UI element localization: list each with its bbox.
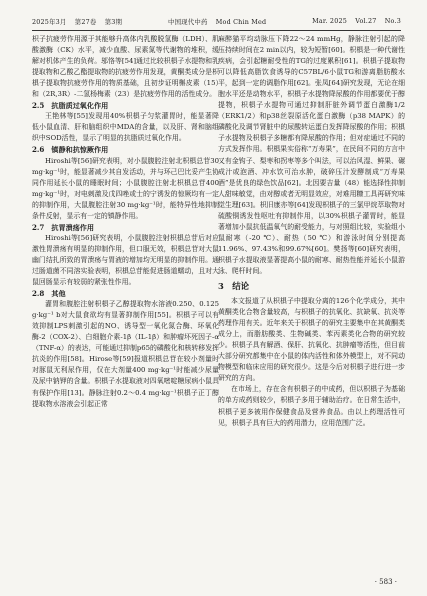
header-volume-en: Vol.27 bbox=[355, 17, 377, 25]
header-rule bbox=[32, 30, 401, 31]
body-paragraph: 王艳林等[55]发现用40%枳椇子匀浆灌胃时，能显著降低小鼠血清、肝和脑组织中MDA的含量，以及肝、肾和脑组织中SOD活性，显示了明显的抗脂质过氧化作用。 bbox=[32, 112, 219, 143]
header-journal-cn: 中国现代中药 bbox=[168, 17, 208, 26]
body-paragraph: 灌胃和腹腔注射枳椇子乙醇提取物水溶液0.250、0.125 g·kg⁻¹ b对大鼠食欲均有显著抑制作用[55]。枳椇子可以有效抑制LPS刺激引起的NO、诱导型一氧化氮合酶、环氧化酶-2（COX-2）、白细胞介素-1β（IL-1β）和肿瘤坏死因子-α（TNF-α）的表达，可能通过抑制p65的磷酸化和核转移发挥抗炎的作用[58]。Hirose等[59]报道枳椇总苷在较小剂量时对豚鼠无利尿作用，仅在大剂量400 mg·kg⁻¹时能减少尿量及尿中钠钾的含量。枳椇子水提取液对四氧嘧啶糖尿病小鼠具有保护作用[13]。静脉注射0.2～0.4 mg·kg⁻¹枳椇子正丁醇提取物水溶液会引起正常 bbox=[32, 300, 219, 408]
section-heading: 2.5 抗脂质过氧化作用 bbox=[32, 101, 109, 111]
section-heading: 2.6 镇静和抗惊厥作用 bbox=[32, 145, 109, 155]
body-paragraph: 枳子抗疲劳作用源于其能够升高体内乳酸脱氢酶（LDH）、肌酸激酶（CK）水平，减少血酸、尿素氮等代谢物的堆积，缓解对机体产生的负荷。邬恪等[54]通过比较枳椇子水提物和乳提取物和乙酸乙酯提取物的抗疲劳作用发现，黄酮类成分是枳椇子提取物抗疲劳作用的物质基础，且初步证明槲皮素（15）和（2R,3R）-二氢杨梅素（23）是抗疲劳作用的活性成分。 bbox=[32, 35, 219, 99]
header-journal bbox=[168, 17, 266, 26]
section-title: 3 结论 bbox=[218, 281, 249, 292]
header-date-en: Mar. 2025 bbox=[312, 17, 347, 25]
header-issue-info bbox=[32, 17, 128, 26]
body-paragraph: Hiroshi等[56]研究表明，对小鼠腹腔注射北枳椇总苷30 mg·kg⁻¹时，能显著减少其自发活动，并与环己巴比妥产生协同作用延长小鼠的睡眠时间；小鼠腹腔注射北枳椇总苷400 mg·kg⁻¹时，对电刺激及戊四唑或士的宁诱发的惊厥均有一定的抑制作用，大鼠腹腔注射30 mg·kg⁻¹时，能特异性地抑制条件反射，显示有一定的镇静作用。 bbox=[32, 156, 219, 220]
section-heading: 2.7 抗胃溃疡作用 bbox=[32, 222, 94, 232]
running-header bbox=[32, 14, 401, 28]
header-volume: 第27卷 bbox=[74, 17, 97, 26]
right-column bbox=[218, 34, 405, 429]
header-issue: 第3期 bbox=[104, 17, 123, 26]
header-issue-info-en bbox=[306, 17, 401, 25]
header-journal-en: Mod Chin Med bbox=[215, 17, 267, 26]
header-date: 2025年3月 bbox=[32, 17, 67, 26]
body-paragraph: 麻醉猫平均动脉压下降22～24 mmHg，静脉注射引起的降压持续时间在2 min以内，较为短暂[60]。枳椇是一种代谢性疾病，会引起糖耐受性的TG的过度累积[61]。枳椇子提取物可以降低高脂饮食诱导的C57BL/6小鼠TG和游离脂肪酸水平，起到一定的调脂作用[62]。张凤[64]研究发现，无论在细胞水平还是动物水平，枳椇子水提物降尿酸的作用都要优于醇提物，枳椇子水提物可通过抑制肝脏外调节蛋白激酶1/2（ERK1/2）和p38丝裂原活化蛋白激酶（p38 MAPK）的磷酸化及调节肾脏中的尿酸转运蛋白发挥降尿酸的作用；枳椇子水提物及枳椇子多糖都有降尿酸的作用；但对症通过不同的方式发挥作用。枳椇果实俗称“万寿果”，在民间不同的方言中又有金钩子、梨枣和拐枣等多个叫法，可以治风湿、鲜果、碾成汁或泡酒、冲水饮可治水肿，破碎压汁发酵制成“万寿果酒”是优良的绿色饮品[62]。北因要吉量（48）能选择性抑制人甜味敏觉，由对醇或者无明显效应，对难用糠工具再研究味觉生理[63]。枳旧康亦等[64]发现枳椇子的三氯甲烷萃取物对硫酸铜诱发性呕吐有抑制作用，以30%枳椇子灌胃时，能显著增加小鼠抗低温氧气的耐受能力，与对照组比较，实验组小鼠耐寒（-20 ℃）、耐热（50 ℃）和游泳时间分别提高11.96%、97.43%和99.67%[60]。樊扬等[60]研究表明，枳椇子水提取液显著提高小鼠的耐寒、耐热性能并延长小鼠游泳、爬杆时间。 bbox=[218, 35, 405, 275]
left-column bbox=[32, 34, 219, 410]
header-issue-en: No.3 bbox=[384, 17, 401, 25]
body-paragraph: Hiroshi等[56]研究表明，小鼠腹腔注射枳椇总苷后对应激性胃溃疡有明显的抑制作用，但口服无效，枳椇总苷对大鼠幽门结扎所致的胃溃疡与胃液的增加均无明显的抑制作用。通过肠道菌不同溶实验表明，枳椇总苷能促进肠道蠕动，且对大鼠回肠显示有较弱的紧张性作用。 bbox=[32, 233, 219, 287]
body-paragraph: 在市场上，存在含有枳椇子的中成药，但以枳椇子为基础的单方成药则较少，枳椇子多用于辅助治疗。在日常生活中，枳椇子更多被用作保健食品及营养食品。由以上药理活性可见，枳椇子具有巨大的药用潜力，应用范围广泛。 bbox=[218, 385, 405, 427]
page-number: · 583 · bbox=[374, 578, 397, 586]
body-paragraph: 本文报道了从枳椇子中提取分离的126个化学成分，其中黄酮类化合物含量较高，与枳椇子的抗氧化、抗缺氧、抗炎等药理作用有关。近年来关于枳椇子的研究主要集中在其黄酮类成分上，而脂肪酸类、生物碱类、苯丙素类化合物的研究较少。枳椇子具有解酒、保肝、抗氧化、抗肿瘤等活性，但目前大部分研究都集中在小鼠的体内活性和体外模型上，对不同动物模型和临床应用的研究很少。这是今后对枳椇子进行进一步研究的方向。 bbox=[218, 297, 405, 383]
section-heading: 2.8 其他 bbox=[32, 289, 66, 299]
